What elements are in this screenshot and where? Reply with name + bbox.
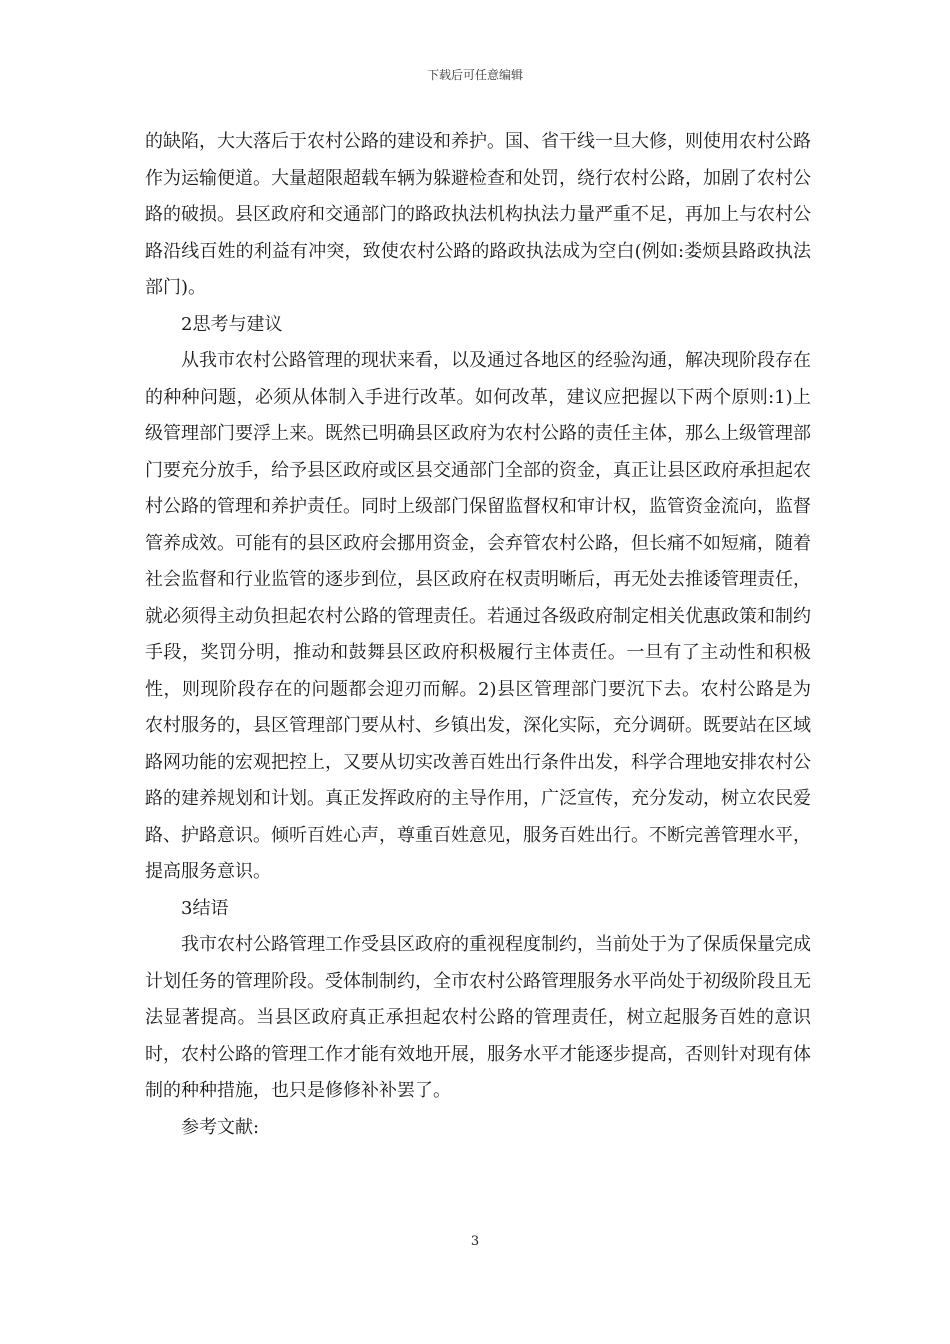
- paragraph-conclusion: 我市农村公路管理工作受县区政府的重视程度制约，当前处于为了保质保量完成计划任务的管理阶段。受体制制约，全市农村公路管理服务水平尚处于初级阶段且无法显著提高。当县区政府真正承担起农村公路的管理责任，树立起服务百姓的意识时，农村公路的管理工作才能有效地开展，服务水平才能逐步提高，否则针对现有体制的种种措施，也只是修修补补罢了。: [145, 934, 811, 1101]
- paragraph-defects: 的缺陷，大大落后于农村公路的建设和养护。国、省干线一旦大修，则使用农村公路作为运输便道。大量超限超载车辆为躲避检查和处罚，绕行农村公路，加剧了农村公路的破损。县区政府和交通部门的路政执法机构执法力量严重不足，再加上与农村公路沿线百姓的利益有冲突，致使农村公路的路政执法成为空白(例如:娄烦县路政执法部门)。: [145, 131, 811, 298]
- references-heading: 参考文献:: [181, 1116, 260, 1138]
- section-heading-suggestions: 2思考与建议: [181, 313, 283, 335]
- page-number: 3: [470, 1234, 480, 1249]
- document-body: [145, 124, 811, 1146]
- page-header: 下载后可任意编辑: [426, 68, 523, 82]
- section-heading-conclusion: 3结语: [181, 897, 229, 919]
- paragraph-suggestions: 从我市农村公路管理的现状来看，以及通过各地区的经验沟通，解决现阶段存在的种种问题，必须从体制入手进行改革。如何改革，建议应把握以下两个原则:1)上级管理部门要浮上来。既然已明确县区政府为农村公路的责任主体，那么上级管理部门要充分放手，给予县区政府或区县交通部门全部的资金，真正让县区政府承担起农村公路的管理和养护责任。同时上级部门保留监督权和审计权，监管资金流向，监督管养成效。可能有的县区政府会挪用资金，会弃管农村公路，但长痛不如短痛，随着社会监督和行业监管的逐步到位，县区政府在权责明晰后，再无处去推诿管理责任，就必须得主动负担起农村公路的管理责任。若通过各级政府制定相关优惠政策和制约手段，奖罚分明，推动和鼓舞县区政府积极履行主体责任。一旦有了主动性和积极性，则现阶段存在的问题都会迎刃而解。2)县区管理部门要沉下去。农村公路是为农村服务的，县区管理部门要从村、乡镇出发，深化实际，充分调研。既要站在区域路网功能的宏观把控上，又要从切实改善百姓出行条件出发，科学合理地安排农村公路的建养规划和计划。真正发挥政府的主导作用，广泛宣传，充分发动，树立农民爱路、护路意识。倾听百姓心声，尊重百姓意见，服务百姓出行。不断完善管理水平，提高服务意识。: [145, 350, 811, 882]
